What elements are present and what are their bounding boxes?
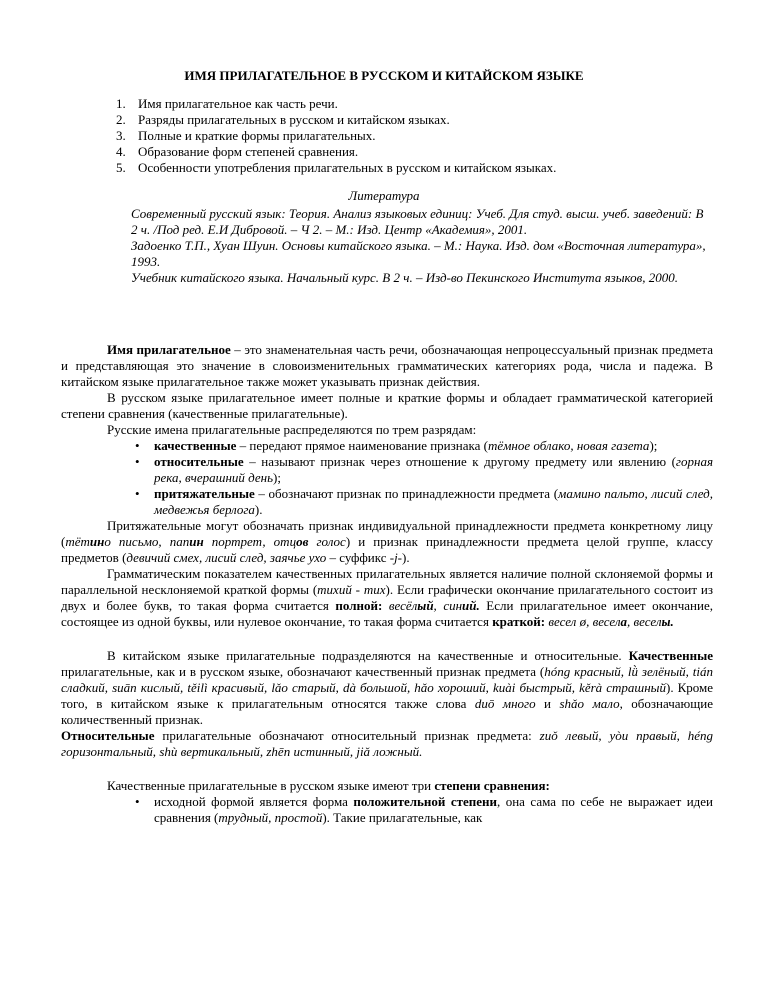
list-item: • притяжательные – обозначают признак по принадлежности предмета (мамино пальто, лисий след, медвежья берлога). bbox=[154, 486, 713, 518]
outline-item: 4. Образование форм степеней сравнения. bbox=[116, 144, 359, 159]
degree-list bbox=[61, 794, 713, 826]
paragraph: В русском языке прилагательное имеет полные и краткие формы и обладает грамматической категорией степени сравнения (качественные прилагательные). bbox=[61, 390, 713, 421]
spacer bbox=[61, 630, 713, 648]
list-item: • относительные – называют признак через отношение к другому предмету или явлению (горная река, вчерашний день); bbox=[154, 454, 713, 486]
document-title: ИМЯ ПРИЛАГАТЕЛЬНОЕ В РУССКОМ И КИТАЙСКОМ ЯЗЫКЕ bbox=[184, 68, 584, 83]
outline-item: 3. Полные и краткие формы прилагательных. bbox=[116, 128, 376, 143]
category-list bbox=[61, 438, 713, 518]
main-text bbox=[61, 342, 713, 826]
paragraph: Русские имена прилагательные распределяются по трем разрядам: bbox=[107, 422, 477, 437]
paragraph: Притяжательные могут обозначать признак индивидуальной принадлежности предмета конкретному лицу (тётино письмо, папин портрет, отцов голос) и признак принадлежности предмета целой группе, классу предметов (девичий смех, лисий след, заячье ухо – суффикс -j-). bbox=[61, 518, 714, 565]
outline-item: 5. Особенности употребления прилагательных в русском и китайском языках. bbox=[116, 160, 557, 175]
outline-list bbox=[112, 96, 712, 176]
paragraph: Качественные прилагательные в русском языке имеют три степени сравнения: bbox=[107, 778, 550, 793]
paragraph: Относительные прилагательные обозначают относительный признак предмета: zuǒ левый, yòu правый, héng горизонтальный, shù вертикальный, zhēn истинный, jiǎ ложный. bbox=[61, 728, 714, 759]
list-item: • качественные – передают прямое наименование признака (тёмное облако, новая газета); bbox=[154, 438, 713, 454]
spacer bbox=[61, 760, 713, 778]
list-item: • исходной формой является форма положительной степени, она сама по себе не выражает идеи сравнения (трудный, простой). Такие прилагательные, как bbox=[154, 794, 713, 826]
outline-item: 1. Имя прилагательное как часть речи. bbox=[116, 96, 338, 111]
literature-heading: Литература bbox=[348, 188, 420, 203]
paragraph: Грамматическим показателем качественных прилагательных является наличие полной склоняемой формы и параллельной несклоняемой краткой формы (тихий - тих). Если графически окончание прилагательного состоит из двух и более букв, то такая форма считается полной: весёлый, синий. Если прилагательное имеет окончание, состоящее из одной буквы, или нулевое окончание, то такая форма считается краткой: весел ø, весела, веселы. bbox=[61, 566, 714, 629]
paragraph: В китайском языке прилагательные подразделяются на качественные и относительные. Качественные прилагательные, как и в русском языке, обозначают качественный признак предмета (hóng красный, lǜ зелёный, tián сладкий, suān кислый, těilì красивый, lǎo старый, dà большой, hǎo хороший, kuài быстрый, kěrà страшный). Кроме того, в китайском языке к прилагательным относятся также слова duō много и shǎo мало, обозначающие количественный признак. bbox=[61, 648, 714, 727]
outline-item: 2. Разряды прилагательных в русском и китайском языках. bbox=[116, 112, 450, 127]
reference-item: Учебник китайского языка. Начальный курс. В 2 ч. – Изд-во Пекинского Института языков, 2000. bbox=[131, 270, 679, 285]
reference-item: Современный русский язык: Теория. Анализ языковых единиц: Учеб. Для студ. высш. учеб. заведений: В 2 ч. /Под ред. Е.И Дибровой. – Ч 2. – М.: Изд. Центр «Академия», 2001. bbox=[131, 206, 704, 237]
references-list bbox=[131, 206, 711, 286]
paragraph: Имя прилагательное – это знаменательная часть речи, обозначающая непроцессуальный признак предмета и представляющая это значение в словоизменительных грамматических категориях рода, числа и падежа. В китайском языке прилагательное также может указывать признак действия. bbox=[61, 342, 714, 389]
reference-item: Задоенко Т.П., Хуан Шуин. Основы китайского языка. – М.: Наука. Изд. дом «Восточная литература», 1993. bbox=[131, 238, 706, 269]
